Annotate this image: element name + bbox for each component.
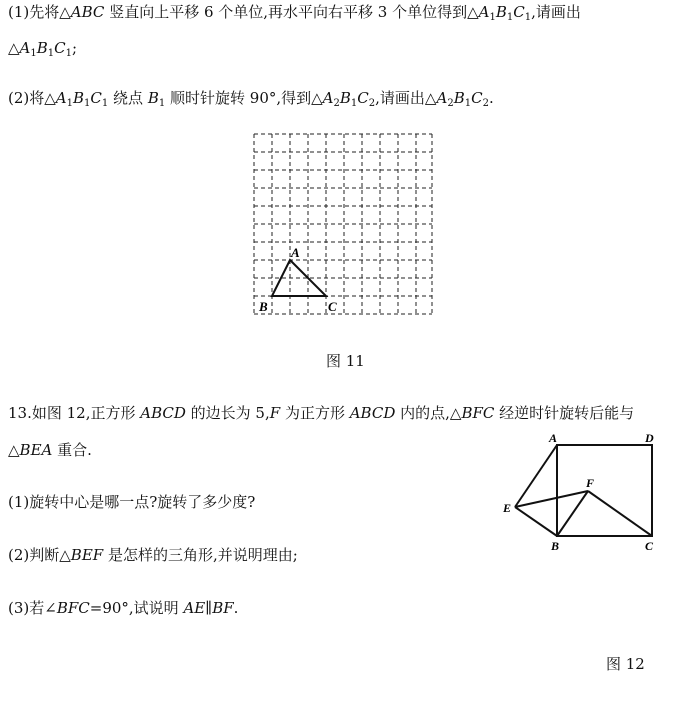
segment-fc — [588, 491, 652, 536]
p12-part2-line: (2)将$\triangle A_1B_1C_1$ 绕点 $B_1$ 顺时针旋转 90°,得到$\triangle A_2B_1C_2$,请画出$\triangle A_2B_1C_2$. — [8, 89, 494, 109]
figure-12-square — [500, 430, 670, 555]
figure-11-grid — [250, 130, 440, 322]
label-e: E — [503, 501, 512, 515]
p13-intro-line2: △BEA 重合. — [8, 441, 92, 459]
p12-part1-line1: (1)先将△ABC 竖直向上平移 6 个单位,再水平向右平移 3 个单位得到$\triangle A_1B_1C_1$,请画出 — [8, 3, 581, 23]
segment-ae — [515, 445, 557, 507]
p13-intro-line1: 13.如图 12,正方形 ABCD 的边长为 5,F 为正方形 ABCD 内的点,△BFC 经逆时针旋转后能与 — [8, 404, 635, 422]
grid-lines — [254, 134, 432, 314]
segment-ef — [515, 491, 588, 507]
label-b: B — [551, 539, 560, 553]
label-a: A — [291, 245, 300, 260]
label-b: B — [259, 299, 268, 314]
p13-question-1: (1)旋转中心是哪一点?旋转了多少度? — [8, 493, 256, 511]
p13-question-2: (2)判断△BEF 是怎样的三角形,并说明理由; — [8, 546, 298, 564]
label-c: C — [645, 539, 654, 553]
label-f: F — [586, 476, 595, 490]
p13-question-3: (3)若∠BFC=90°,试说明 AE∥BF. — [8, 599, 239, 617]
figure-12-caption: 图 12 — [606, 655, 645, 673]
label-a: A — [549, 431, 558, 445]
label-d: D — [645, 431, 654, 445]
label-c: C — [328, 299, 337, 314]
p12-part1-line2: $\triangle A_1B_1C_1$; — [8, 39, 78, 59]
figure-11-caption: 图 11 — [326, 352, 365, 370]
square-abcd — [557, 445, 652, 536]
segment-eb — [515, 507, 557, 536]
